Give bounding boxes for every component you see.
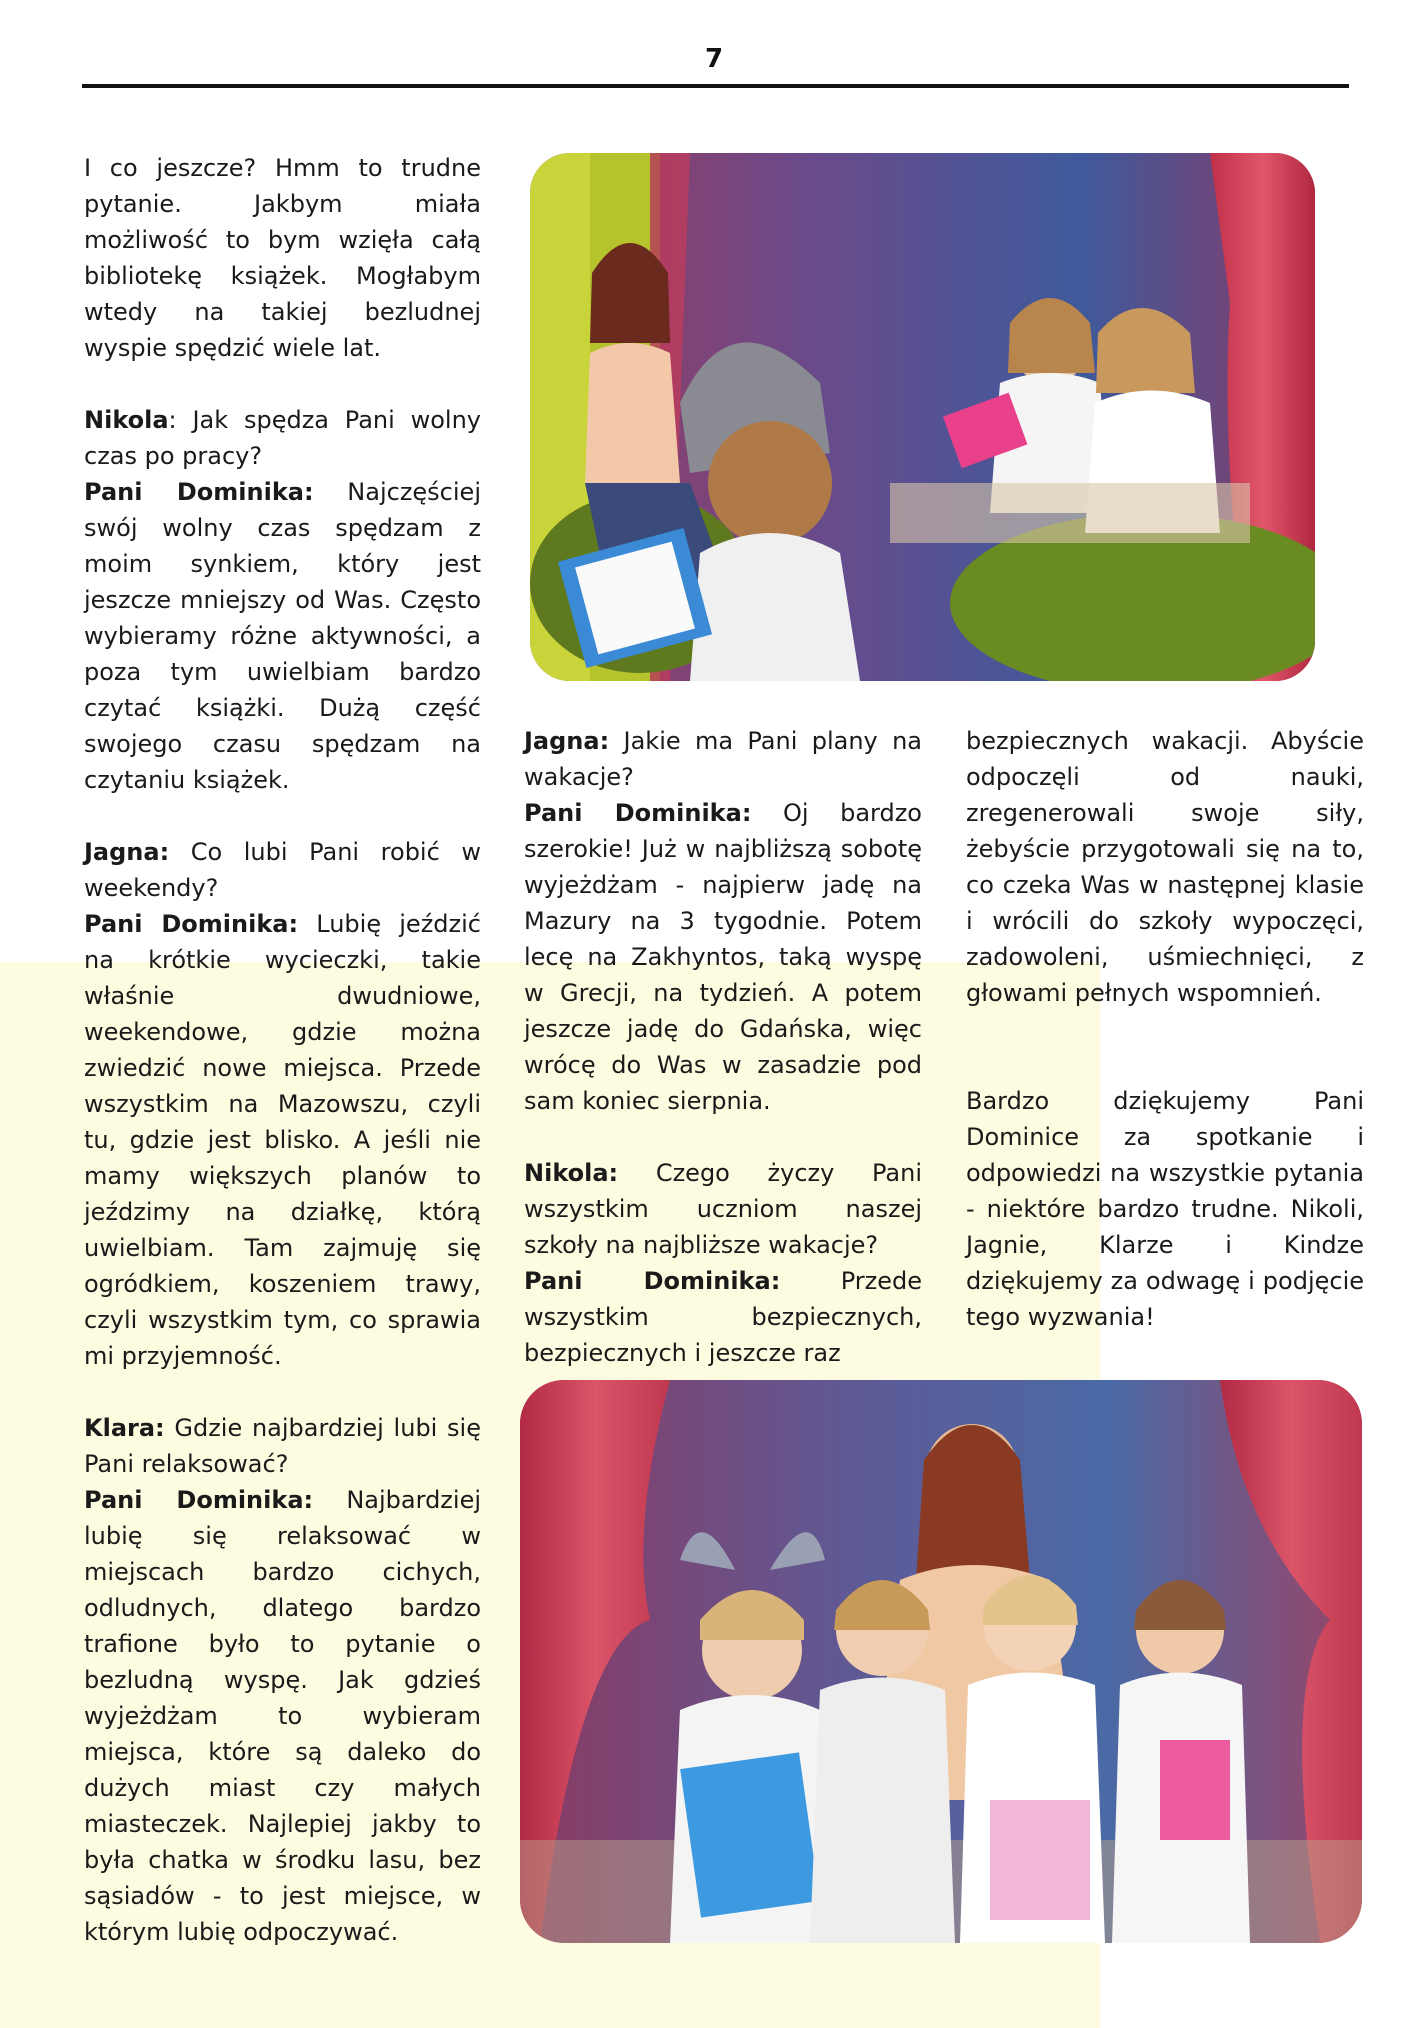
speaker-name: Pani Dominika: bbox=[84, 478, 314, 506]
answer-paragraph bbox=[84, 906, 481, 1374]
thanks-paragraph: Bardzo dziękujemy Pani Dominice za spotkanie i odpowiedzi na wszystkie pytania - niektóre bardzo trudne. Nikoli, Jagnie, Klarze i Kindze dziękujemy za odwagę i podjęcie tego wyzwania! bbox=[966, 1087, 1364, 1331]
answer-paragraph bbox=[524, 795, 922, 1119]
speaker-name: Nikola bbox=[84, 406, 169, 434]
answer-continuation: bezpiecznych wakacji. Abyście odpoczęli od nauki, zregenerowali swoje siły, żebyście przygotowali się na to, co czeka Was w następnej klasie i wrócili do szkoły wypoczęci, zadowoleni, uśmiechnięci, z głowami pełnych wspomnień. bbox=[966, 727, 1364, 1007]
question-text: : Jak spędza Pani wolny czas po pracy? bbox=[84, 406, 481, 470]
speaker-name: Pani Dominika: bbox=[524, 1267, 781, 1295]
answer-paragraph bbox=[84, 1482, 481, 1950]
speaker-name: Pani Dominika: bbox=[524, 799, 752, 827]
speaker-name: Pani Dominika: bbox=[84, 910, 299, 938]
answer-text: Najczęściej swój wolny czas spędzam z moim synkiem, który jest jeszcze mniejszy od Was. Często wybieramy różne aktywności, a poza tym uwielbiam bardzo czytać książki. Dużą część swojego czasu spędzam na czytaniu książek. bbox=[84, 478, 481, 794]
middle-column bbox=[524, 723, 922, 1371]
answer-paragraph bbox=[524, 1263, 922, 1371]
speaker-name: Jagna: bbox=[84, 838, 170, 866]
speaker-name: Nikola: bbox=[524, 1159, 619, 1187]
answer-text: Przede wszystkim bezpiecznych, bezpiecznych i jeszcze raz bbox=[524, 1267, 922, 1367]
group-photo bbox=[520, 1380, 1362, 1943]
question-text: Czego życzy Pani wszystkim uczniom naszej szkoły na najbliższe wakacje? bbox=[524, 1159, 922, 1259]
interview-photo bbox=[530, 153, 1315, 681]
intro-paragraph: I co jeszcze? Hmm to trudne pytanie. Jakbym miała możliwość to bym wzięła całą bibliotekę książek. Mogłabym wtedy na takiej bezludnej wyspie spędzić wiele lat. bbox=[84, 154, 481, 362]
answer-paragraph bbox=[84, 474, 481, 798]
question-text: Gdzie najbardziej lubi się Pani relaksować? bbox=[84, 1414, 481, 1478]
speaker-name: Pani Dominika: bbox=[84, 1486, 314, 1514]
speaker-name: Jagna: bbox=[524, 727, 610, 755]
speaker-name: Klara: bbox=[84, 1414, 165, 1442]
right-column bbox=[966, 723, 1364, 1335]
left-column bbox=[84, 150, 481, 1950]
group-photo-illustration bbox=[520, 1380, 1362, 1943]
interview-photo-illustration bbox=[530, 153, 1315, 681]
page-number: 7 bbox=[704, 44, 724, 74]
question-text: Jakie ma Pani plany na wakacje? bbox=[524, 727, 922, 791]
question-paragraph bbox=[524, 1155, 922, 1263]
question-paragraph bbox=[84, 1410, 481, 1482]
question-paragraph bbox=[84, 834, 481, 906]
question-paragraph bbox=[524, 723, 922, 795]
answer-text: Oj bardzo szerokie! Już w najbliższą sobotę wyjeżdżam - najpierw jadę na Mazury na 3 tygodnie. Potem lecę na Zakhyntos, taką wyspę w Grecji, na tydzień. A potem jeszcze jadę do Gdańska, więc wrócę do Was w zasadzie pod sam koniec sierpnia. bbox=[524, 799, 922, 1115]
header-rule bbox=[82, 84, 1349, 88]
question-text: Co lubi Pani robić w weekendy? bbox=[84, 838, 481, 902]
answer-text: Lubię jeździć na krótkie wycieczki, takie właśnie dwudniowe, weekendowe, gdzie można zwiedzić nowe miejsca. Przede wszystkim na Mazowszu, czyli tu, gdzie jest blisko. A jeśli nie mamy większych planów to jeździmy na działkę, którą uwielbiam. Tam zajmuję się ogródkiem, koszeniem trawy, czyli wszystkim tym, co sprawia mi przyjemność. bbox=[84, 910, 481, 1370]
answer-text: Najbardziej lubię się relaksować w miejscach bardzo cichych, odludnych, dlatego bardzo trafione było to pytanie o bezludną wyspę. Jak gdzieś wyjeżdżam to wybieram miejsca, które są daleko do dużych miast czy małych miasteczek. Najlepiej jakby to była chatka w środku lasu, bez sąsiadów - to jest miejsce, w którym lubię odpoczywać. bbox=[84, 1486, 481, 1946]
question-paragraph bbox=[84, 402, 481, 474]
